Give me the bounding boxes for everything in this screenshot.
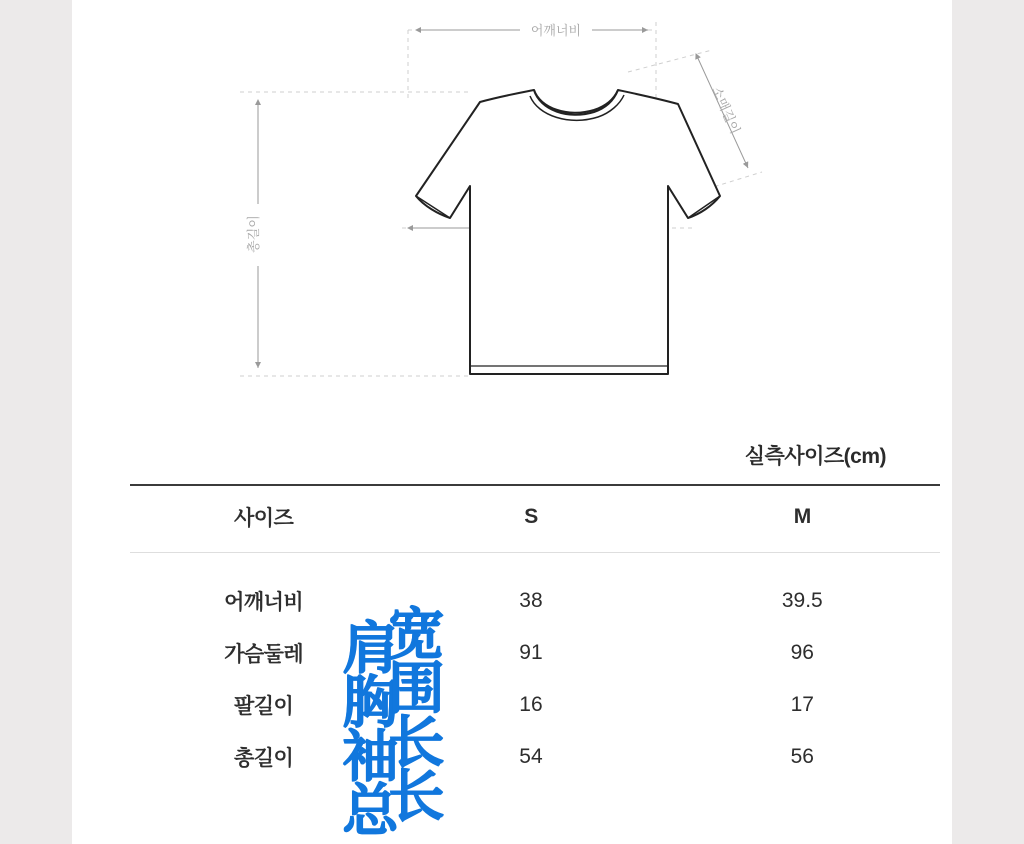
table-row (130, 679, 940, 731)
cell-shoulder-s: 38 (519, 589, 543, 612)
size-table-area (72, 440, 952, 783)
content-sheet (72, 0, 952, 844)
diagram-label-total-length: 총길이 (246, 215, 261, 253)
table-header-m: M (793, 505, 811, 528)
annotation-left-column: 肩胸袖总 (333, 618, 398, 834)
cell-total-s: 54 (519, 745, 543, 768)
row-label-sleeve: 팔길이 (233, 695, 294, 718)
row-label-total-length: 총길이 (233, 747, 294, 770)
annotation-right-column: 宽围长长 (379, 604, 444, 820)
table-row (130, 553, 940, 576)
tshirt-measurement-diagram (72, 0, 952, 430)
table-header-row (130, 485, 940, 553)
row-label-shoulder: 어깨너비 (224, 591, 304, 614)
table-row (130, 575, 940, 627)
table-header-s: S (524, 505, 538, 528)
size-table (130, 484, 940, 783)
diagram-label-shoulder: 어깨너비 (530, 23, 582, 38)
unit-note: 실측사이즈(cm) (744, 445, 886, 468)
cell-sleeve-m: 17 (790, 693, 814, 716)
cell-shoulder-m: 39.5 (781, 589, 823, 612)
cell-total-m: 56 (790, 745, 814, 768)
row-label-chest: 가슴둘레 (224, 643, 304, 666)
cell-chest-m: 96 (790, 641, 814, 664)
cell-chest-s: 91 (519, 641, 543, 664)
table-header-size: 사이즈 (233, 507, 294, 530)
table-row (130, 627, 940, 679)
table-row (130, 731, 940, 783)
diagram-label-sleeve: 소매길이 (709, 84, 744, 137)
cell-sleeve-s: 16 (519, 693, 543, 716)
